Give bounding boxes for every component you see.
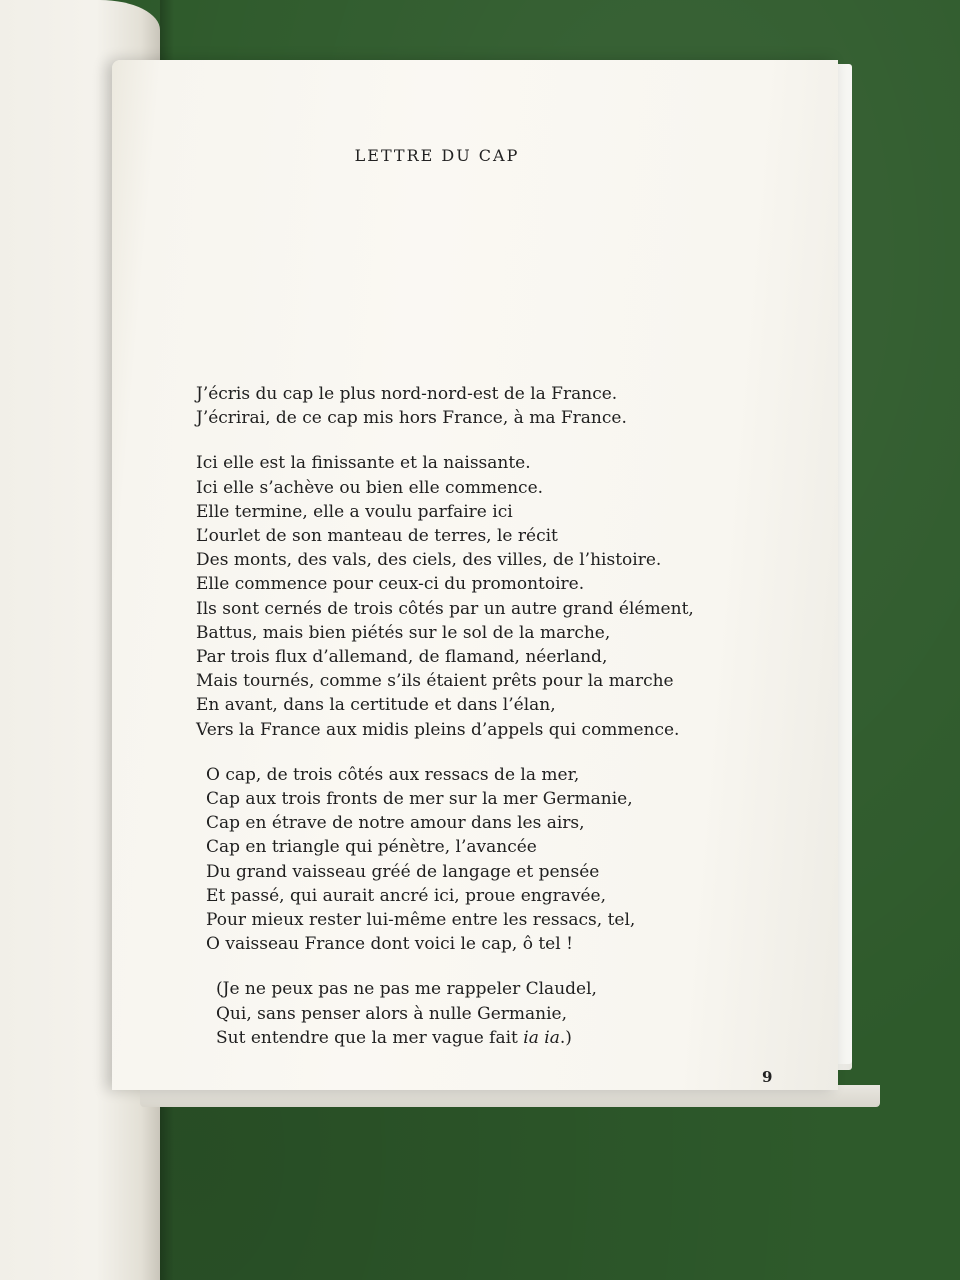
page-content [112, 60, 838, 1090]
poem-line: L’ourlet de son manteau de terres, le récit [196, 526, 558, 547]
stanza-2 [196, 451, 796, 741]
poem-line: J’écris du cap le plus nord-nord-est de la France. [196, 384, 618, 404]
poem-line: Ici elle est la finissante et la naissante. [196, 453, 531, 474]
stanza-1 [196, 382, 796, 430]
poem-line: En avant, dans la certitude et dans l’élan, [196, 695, 556, 716]
poem-line: J’écrirai, de ce cap mis hors France, à ma France. [196, 408, 627, 429]
poem-line: O cap, de trois côtés aux ressacs de la mer, [206, 764, 580, 785]
poem-line: Ici elle s’achève ou bien elle commence. [196, 477, 544, 498]
poem-line: Et passé, qui aurait ancré ici, proue engravée, [206, 885, 607, 906]
poem-line: Du grand vaisseau gréé de langage et pensée [206, 861, 600, 882]
poem-line: Pour mieux rester lui-même entre les ressacs, tel, [206, 910, 636, 931]
poem-line: Mais tournés, comme s’ils étaient prêts pour la marche [196, 671, 674, 692]
poem-line: Elle termine, elle a voulu parfaire ici [196, 501, 513, 522]
poem-line: Qui, sans penser alors à nulle Germanie, [216, 1003, 567, 1024]
poem-line: (Je ne peux pas ne pas me rappeler Claudel, [216, 979, 597, 1000]
poem-line: Battus, mais bien piétés sur le sol de la marche, [196, 622, 611, 643]
poem-line-italic: ia ia [523, 1027, 560, 1048]
poem-line: Par trois flux d’allemand, de flamand, néerland, [196, 647, 608, 668]
poem-line-last [216, 1026, 796, 1050]
poem-line: O vaisseau France dont voici le cap, ô tel ! [206, 934, 573, 955]
poem-line: Cap en triangle qui pénètre, l’avancée [206, 837, 537, 858]
poem-line: Des monts, des vals, des ciels, des villes, de l’histoire. [196, 550, 662, 571]
page-title: LETTRE DU CAP [354, 146, 520, 165]
page-number: 9 [762, 1068, 773, 1086]
stanza-4 [216, 977, 796, 1050]
poem-line: Ils sont cernés de trois côtés par un autre grand élément, [196, 598, 694, 619]
poem-line-text: Sut entendre que la mer vague fait [216, 1027, 524, 1048]
poem-line: Cap aux trois fronts de mer sur la mer Germanie, [206, 789, 633, 810]
poem-line-end: .) [559, 1027, 572, 1048]
poem-line: Cap en étrave de notre amour dans les airs, [206, 813, 585, 834]
poem-line: Elle commence pour ceux-ci du promontoire. [196, 574, 585, 595]
poem [196, 382, 796, 1071]
book-page [112, 60, 838, 1090]
poem-line: Vers la France aux midis pleins d’appels qui commence. [196, 719, 680, 740]
stanza-3 [206, 763, 796, 957]
